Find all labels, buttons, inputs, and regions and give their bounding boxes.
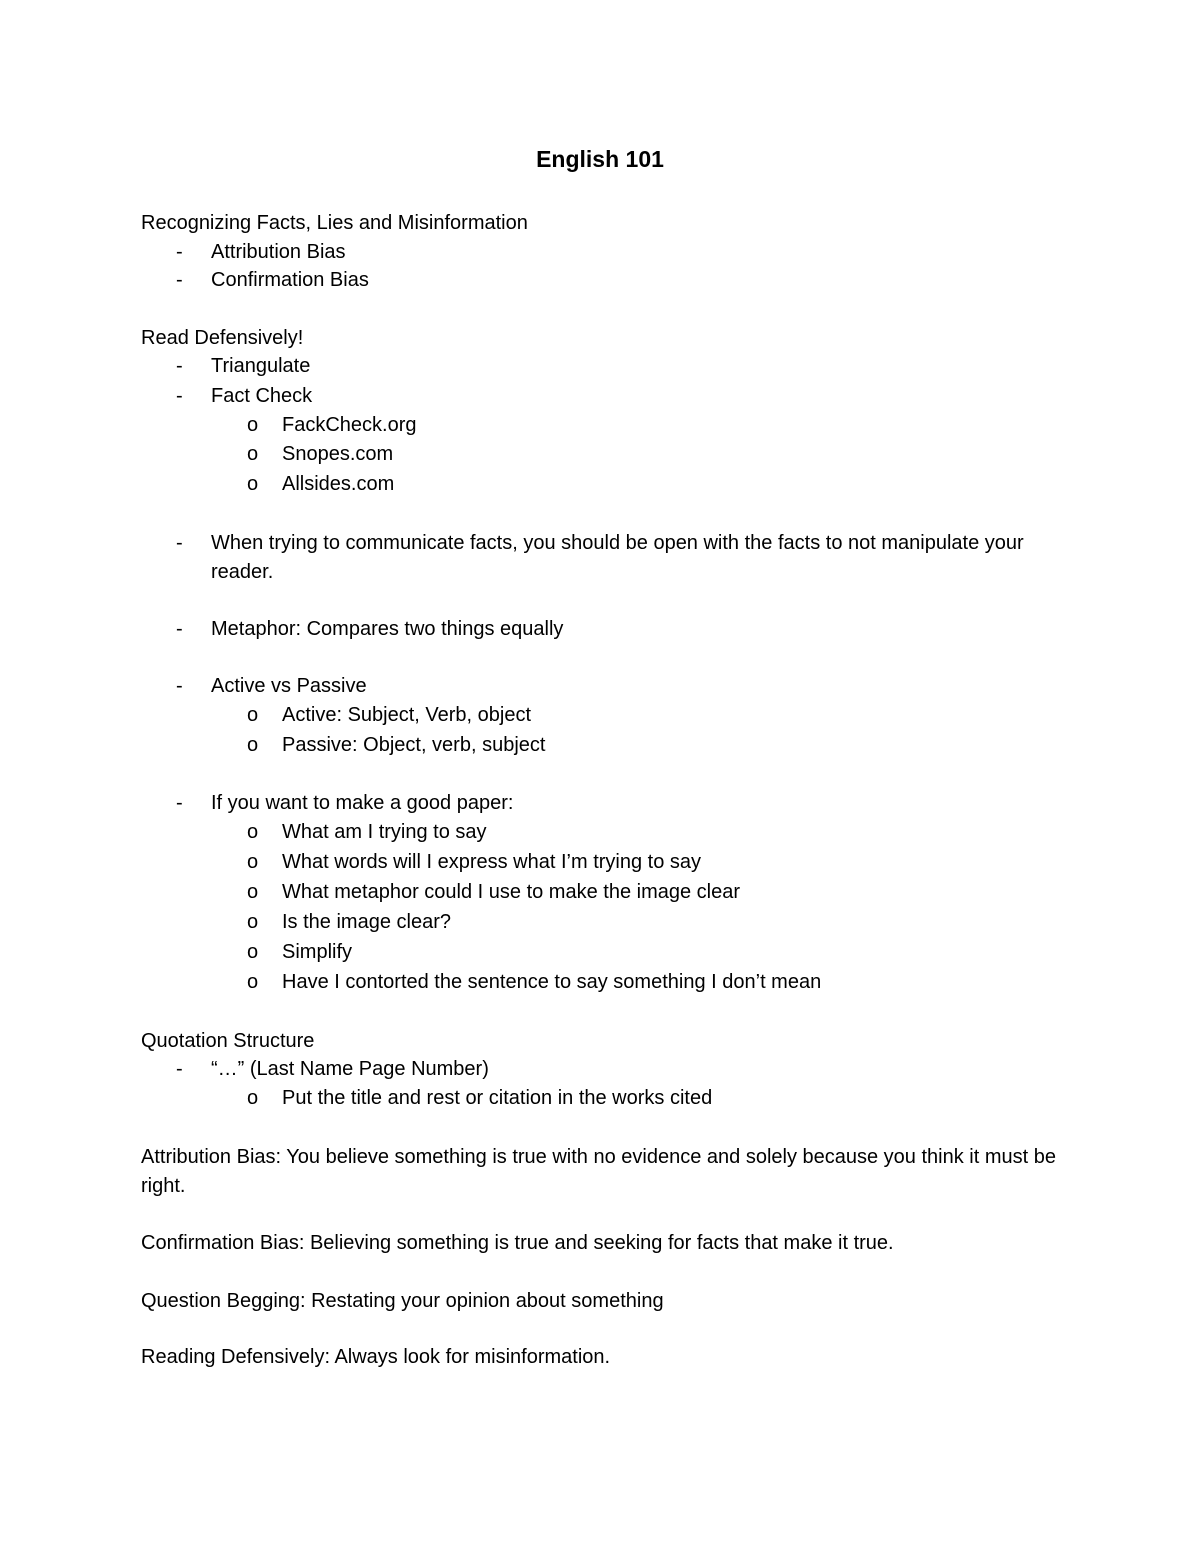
- list-item-metaphor: Metaphor: Compares two things equally: [211, 618, 564, 640]
- dash-bullet: -: [176, 532, 183, 554]
- circle-bullet: o: [247, 473, 259, 495]
- list-item: Triangulate: [211, 355, 311, 377]
- circle-bullet: o: [247, 911, 259, 933]
- definition-attribution-bias: Attribution Bias: You believe something is true with no evidence and solely because you think it must be right.: [141, 1146, 1056, 1197]
- circle-bullet: o: [247, 443, 259, 465]
- list-item: Fact Check: [211, 385, 313, 407]
- list-item-active-passive: Active vs Passive: [211, 675, 367, 697]
- circle-bullet: o: [247, 821, 259, 843]
- circle-bullet: o: [247, 851, 259, 873]
- section-heading-read-defensively: Read Defensively!: [141, 327, 304, 349]
- sub-list-item: Allsides.com: [282, 473, 395, 495]
- sub-list-item: FackCheck.org: [282, 414, 417, 436]
- list-item: Confirmation Bias: [211, 269, 369, 291]
- dash-bullet: -: [176, 618, 183, 640]
- dash-bullet: -: [176, 1058, 183, 1080]
- sub-list-item: What words will I express what I’m trying to say: [282, 851, 702, 873]
- dash-bullet: -: [176, 269, 183, 291]
- sub-list-item: What metaphor could I use to make the image clear: [282, 881, 741, 903]
- sub-list-item: Active: Subject, Verb, object: [282, 704, 532, 726]
- list-item: “…” (Last Name Page Number): [211, 1058, 489, 1080]
- sub-list-item: Have I contorted the sentence to say something I don’t mean: [282, 971, 822, 993]
- list-item: Attribution Bias: [211, 241, 346, 263]
- list-item-communicate: When trying to communicate facts, you should be open with the facts to not manipulate your reader.: [211, 532, 1024, 583]
- definition-reading-defensively: Reading Defensively: Always look for misinformation.: [141, 1346, 611, 1368]
- sub-list-item: Is the image clear?: [282, 911, 451, 933]
- circle-bullet: o: [247, 734, 259, 756]
- circle-bullet: o: [247, 971, 259, 993]
- dash-bullet: -: [176, 241, 183, 263]
- dash-bullet: -: [176, 792, 183, 814]
- sub-list-item: What am I trying to say: [282, 821, 487, 843]
- document-title: English 101: [536, 146, 664, 172]
- definition-confirmation-bias: Confirmation Bias: Believing something is true and seeking for facts that make it true.: [141, 1232, 894, 1254]
- circle-bullet: o: [247, 1087, 259, 1109]
- sub-list-item: Put the title and rest or citation in the works cited: [282, 1087, 713, 1109]
- sub-list-item: Passive: Object, verb, subject: [282, 734, 546, 756]
- section-heading-quotation: Quotation Structure: [141, 1030, 315, 1052]
- dash-bullet: -: [176, 355, 183, 377]
- dash-bullet: -: [176, 675, 183, 697]
- dash-bullet: -: [176, 385, 183, 407]
- circle-bullet: o: [247, 881, 259, 903]
- section-heading-recognizing: Recognizing Facts, Lies and Misinformation: [141, 212, 528, 234]
- circle-bullet: o: [247, 941, 259, 963]
- circle-bullet: o: [247, 704, 259, 726]
- sub-list-item: Simplify: [282, 941, 353, 963]
- list-item-good-paper: If you want to make a good paper:: [211, 792, 514, 814]
- definition-question-begging: Question Begging: Restating your opinion about something: [141, 1290, 664, 1312]
- sub-list-item: Snopes.com: [282, 443, 394, 465]
- circle-bullet: o: [247, 414, 259, 436]
